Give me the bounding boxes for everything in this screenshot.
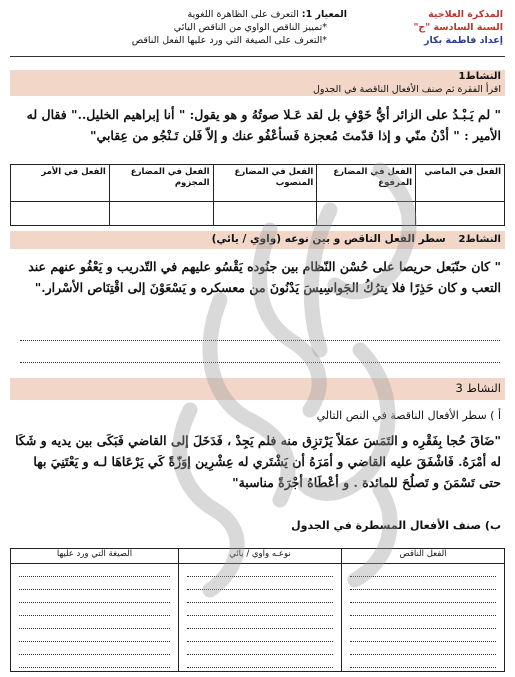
table-cell[interactable] (317, 202, 416, 226)
activity3-table (10, 548, 505, 672)
table-cell[interactable] (213, 202, 317, 226)
activity3-paragraph: "ضَاقَ حُجا بِفَقْرِه و التَمَسَ عمَلاً يَرْتزِق منه فلم يَجِدْ ، فَدَخَلَ إلى القاضي فَبَكَى بين يديه و شَكَا له أمْرَهُ. فَاشْفَقَ عليه القاضي و أمَرَهُ أن يَشْتَري له عِشْرِين إوَزّةً كَي يَرْعَاهَا لـه و يَعْتَنِيَ بها حتى تَسْمَنَ و تَصلُحَ للمائدة . و أعْطَاهُ أجْرَةً مناسبة" (15, 433, 501, 490)
table-header-cell: الفعل الناقص (341, 549, 504, 564)
criterion-text: التعرف على الظاهرة اللغوية (187, 9, 299, 20)
activity3-title: النشاط 3 (455, 381, 501, 395)
activity1-table (10, 164, 505, 226)
table-cell[interactable] (11, 564, 179, 672)
activity2-paragraph: " كان حنّبَعل حريصا على حُسْن النّظام بين جنُوده يَقْسُو عليهم في التّدريب و يَعْفُو عنهم عند التعب و كان حَذِرًا فلا يترُكُ الجَواسِيسَ يَدْنُونَ من معسكره و يَسْعَوْنَ إلى اقْتِنَاص الأسْرار." (28, 259, 501, 295)
table-header-cell: الفعل في الماضي (416, 165, 505, 202)
activity2-heading (212, 233, 501, 245)
objective-2: *التعرف على الصيغة التي ورد عليها الفعل الناقص (131, 35, 327, 46)
table-header-cell: الفعل في المضارع المنصوب (213, 165, 317, 202)
answer-line[interactable] (20, 340, 500, 341)
table-cell[interactable] (178, 564, 341, 672)
activity3-header-band (10, 378, 505, 400)
activity3-part-b: ب) صنف الأفعال المسطرة في الجدول (291, 519, 501, 532)
table-header-row (11, 549, 505, 564)
table-cell[interactable] (109, 202, 213, 226)
table-cell[interactable] (416, 202, 505, 226)
activity1-title: النشاط1 (458, 71, 501, 82)
table-header-row (11, 165, 505, 202)
table-header-cell: الفعل في الأمر (11, 165, 110, 202)
activity3-part-a: أ ) سطر الأفعال الناقصة في النص التالي (316, 409, 501, 422)
table-header-cell: نوعـه واوي / يائي (178, 549, 341, 564)
header-meta (353, 8, 503, 47)
author-label: إعداد فاطمة بكار (424, 35, 503, 46)
objective-1: *تمييز الناقص الواوي من الناقص اليائي (173, 22, 327, 33)
table-header-cell: الفعل في المضارع المرفوع (317, 165, 416, 202)
activity1-instruction: اقرأ الفقرة ثم صنف الأفعال الناقصة في الجدول (312, 84, 501, 95)
table-row (11, 202, 505, 226)
table-header-cell: الفعل في المضارع المجزوم (109, 165, 213, 202)
criterion-line (17, 8, 347, 21)
header-divider (10, 56, 505, 57)
grade-label: السنة السادسة "ج" (413, 22, 503, 33)
table-row (11, 564, 505, 672)
activity1-paragraph: " لم يَـبْـدُ على الزائر أيُّ خَوْفٍ بل لقد عَـلا صوتُهُ و هو يقول: " أنا إبراهيم الخليل.." فقال له الأمير : " أدْنُ منّي و إذا قدّمتَ مُعجزة فَسأعْفُو عنك و إلاّ فَلن تَـنْجُو من عِقابي" (26, 107, 501, 143)
answer-line[interactable] (20, 362, 500, 363)
activity2-instruction: سطر الفعل الناقص و بين نوعه (واوي / يائي) (211, 233, 446, 245)
table-header-cell: الصيغة التي ورد عليها (11, 549, 179, 564)
table-cell[interactable] (11, 202, 110, 226)
memo-title: المذكرة العلاجية (428, 9, 503, 20)
activity2-title: النشاط2 (458, 234, 501, 245)
table-cell[interactable] (341, 564, 504, 672)
header-criteria (17, 8, 347, 47)
criterion-label: المعيار 1: (301, 9, 347, 20)
